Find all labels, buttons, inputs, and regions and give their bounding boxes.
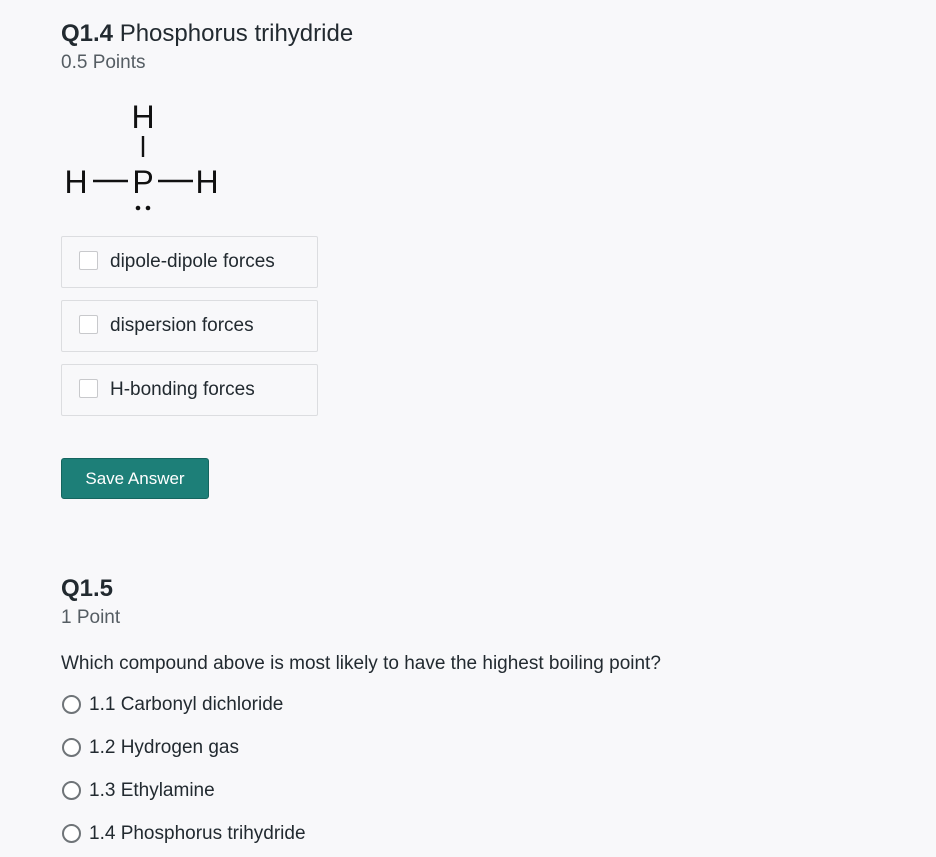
choice-label: dipole-dipole forces [110,251,275,272]
choice-dispersion[interactable] [61,300,318,352]
option-label: 1.2 Hydrogen gas [89,737,239,758]
option-label: 1.4 Phosphorus trihydride [89,823,306,844]
right-hydrogen-atom: H [195,164,219,200]
radio-button[interactable] [62,738,81,757]
question-number: Q1.4 [61,20,114,47]
question-number: Q1.5 [61,575,114,602]
radio-button[interactable] [62,824,81,843]
question-1-4-title [61,20,353,48]
choice-label: H-bonding forces [110,379,255,400]
checkbox[interactable] [79,315,98,334]
left-hydrogen-atom: H [64,164,88,200]
lone-pair-dot [146,206,151,211]
lewis-structure [62,96,232,216]
lone-pair-dot [136,206,141,211]
checkbox[interactable] [79,251,98,270]
checkbox[interactable] [79,379,98,398]
choice-h-bonding[interactable] [61,364,318,416]
question-1-5-points: 1 Point [61,607,121,628]
choice-label: dispersion forces [110,315,254,336]
radio-button[interactable] [62,695,81,714]
question-prompt: Which compound above is most likely to have the highest boiling point? [61,653,661,674]
question-1-4-points: 0.5 Points [61,52,146,73]
question-name: Phosphorus trihydride [119,20,354,47]
phosphorus-atom: P [132,164,154,200]
top-hydrogen-atom: H [131,99,155,135]
question-1-5-title [61,575,113,603]
option-label: 1.1 Carbonyl dichloride [89,694,284,715]
radio-button[interactable] [62,781,81,800]
option-label: 1.3 Ethylamine [89,780,215,801]
choice-dipole-dipole[interactable] [61,236,318,288]
save-answer-button[interactable]: Save Answer [61,458,209,499]
